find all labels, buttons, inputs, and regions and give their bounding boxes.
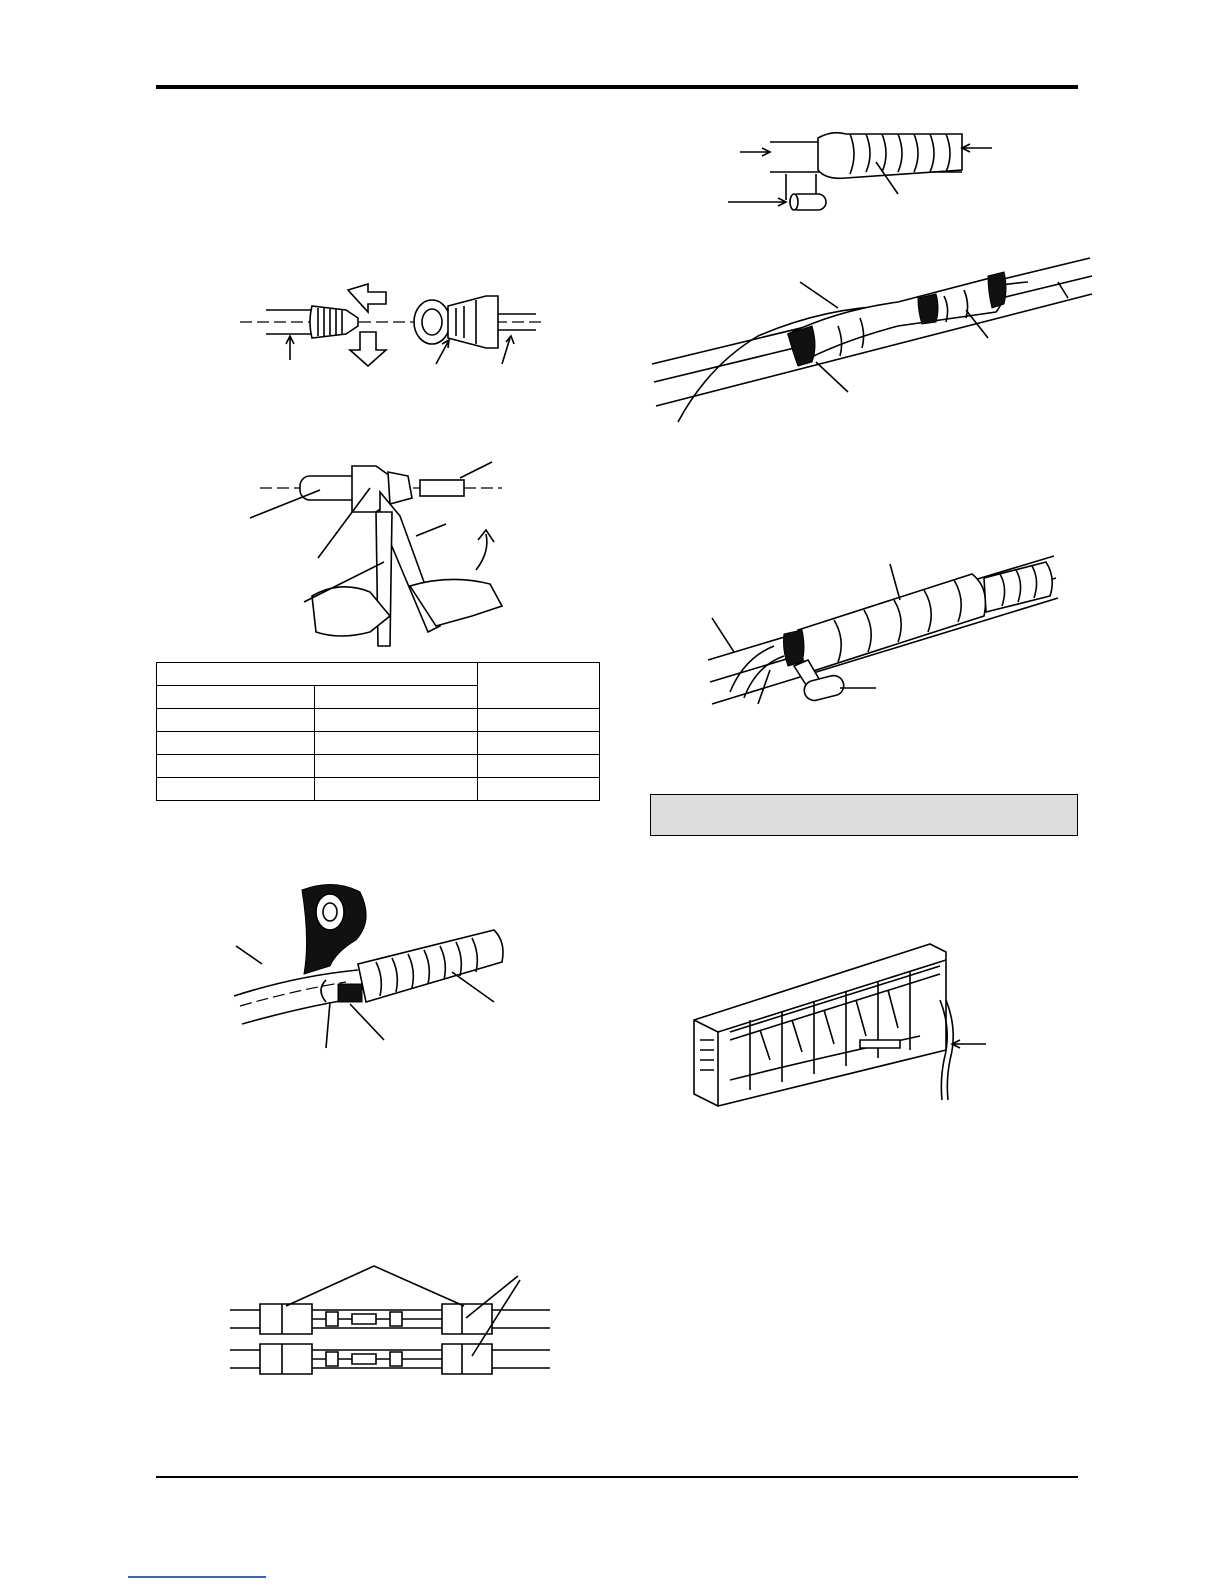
table-cell — [157, 732, 315, 755]
table-cell — [477, 778, 599, 801]
pipe-tape-wrap-icon — [726, 124, 998, 230]
wrench-tightening-figure — [240, 456, 520, 652]
table-row — [157, 709, 600, 732]
tape-roll-wrap-icon — [226, 880, 516, 1052]
table-cell — [157, 709, 315, 732]
pipe-bundle-drain-hose-icon — [648, 246, 1094, 428]
table-row — [157, 732, 600, 755]
table-cell — [157, 778, 315, 801]
table-cell — [315, 686, 477, 709]
table-cell — [157, 686, 315, 709]
pipe-bundle-drain-hose-figure — [648, 246, 1094, 428]
table-cell — [315, 709, 477, 732]
table-cell — [477, 709, 599, 732]
table-row — [157, 663, 600, 686]
insulated-pipe-joints-figure — [226, 1262, 550, 1388]
indoor-unit-rear-icon — [690, 940, 990, 1110]
header-rule — [156, 85, 1078, 89]
table-row — [157, 755, 600, 778]
footer-rule — [156, 1476, 1078, 1478]
table-cell — [477, 663, 599, 709]
page-link-underline[interactable] — [128, 1576, 266, 1578]
tape-roll-wrap-figure — [226, 880, 516, 1052]
indoor-unit-rear-figure — [690, 940, 990, 1110]
flare-nut-connection-figure — [236, 276, 546, 376]
wrench-tightening-icon — [240, 456, 520, 652]
pipe-bundle-tape-roll-figure — [704, 548, 1062, 716]
table-cell — [315, 778, 477, 801]
table-row — [157, 778, 600, 801]
table-cell — [157, 755, 315, 778]
flare-nut-connection-icon — [236, 276, 546, 376]
insulated-pipe-joints-icon — [226, 1262, 550, 1388]
pipe-tape-wrap-figure — [726, 124, 998, 230]
note-box — [650, 794, 1078, 836]
pipe-bundle-tape-roll-icon — [704, 548, 1062, 716]
table-cell — [315, 755, 477, 778]
table-cell — [477, 755, 599, 778]
torque-table — [156, 662, 600, 801]
table-cell — [157, 663, 478, 686]
table-cell — [477, 732, 599, 755]
table-cell — [315, 732, 477, 755]
